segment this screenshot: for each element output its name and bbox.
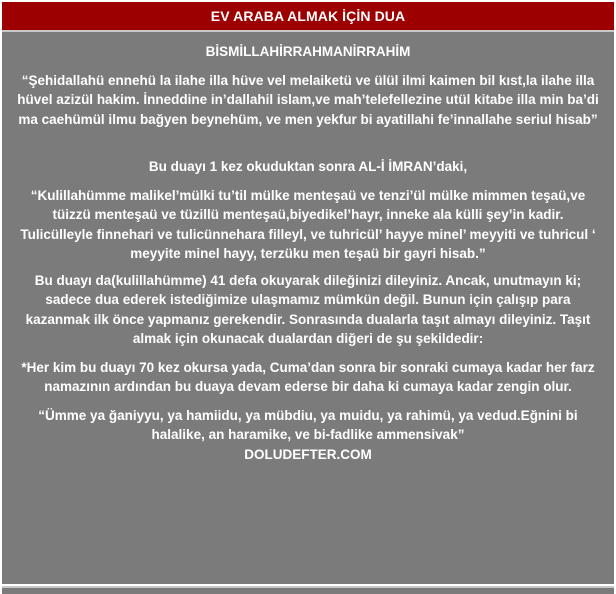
instruction-text-1: Bu duayı 1 kez okuduktan sonra AL-İ İMRAN’daki, [148, 159, 468, 174]
prayer-text-1: “Şehidallahü ennehü la ilahe illa hüve vel melaiketü ve ülül ilmi kaimen bil kıst,la ilahe illa hüvel azizül hakim. İnneddine in’dallahil islam,ve mah’telefellezine utül kitabe illa min ba’di ma caehümül ilmu bağyen beynehüm, ve men yekfur bi ayatillahi fe’innallahe seriul hisab” [17, 72, 599, 127]
prayer-text-3: “Ümme ya ğaniyyu, ya hamiidu, ya mübdiu, ya muidu, ya rahimü, ya vedud.Eğnini bi halalike, an haramike, ve bi-fadlike ammensivak” [38, 407, 578, 442]
page-title: EV ARABA ALMAK İÇİN DUA [2, 2, 614, 32]
article-body [2, 32, 614, 584]
bismillah-heading: BİSMİLLAHİRRAHMANİRRAHİM [205, 44, 411, 59]
instruction-text-3: *Her kim bu duayı 70 kez okursa yada, Cuma’dan sonra bir sonraki cumaya kadar her farz namazının ardından bu duaya devam ederse bir daha ki cumaya kadar zengin olur. [21, 359, 595, 394]
footer-divider [2, 586, 614, 594]
instruction-text-2: Bu duayı da(kulillahümme) 41 defa okuyarak dileğinizi dileyiniz. Ancak, unutmayın ki; sadece dua ederek istediğimize ulaşmamız mümkün değil. Bunun için çalışıp para kazanmak ilk önce yapmanız gerekendir. Sonrasında dualarla taşıt almayı dileyiniz. Taşıt almak için okunacak dualardan diğeri de şu şekildedir: [25, 272, 591, 346]
source-credit: DOLUDEFTER.COM [244, 446, 372, 462]
prayer-text-2: “Kulillahümme malikel’mülki tu’til mülke menteşaü ve tenzi’ül mülke mimmen teşaü,ve tüizzü menteşaü ve tüzillü menteşaü,biyedikel’hayr, inneke ala külli şey’in kadir. Tulicülleyle finnehari ve tulicünnehara filleyl, ve tuhricül’ hayye minel’ meyyiti ve tuhricul ‘ meyyite minel hayy, terzüku men teşaü bir gayri hisab.” [20, 187, 596, 261]
